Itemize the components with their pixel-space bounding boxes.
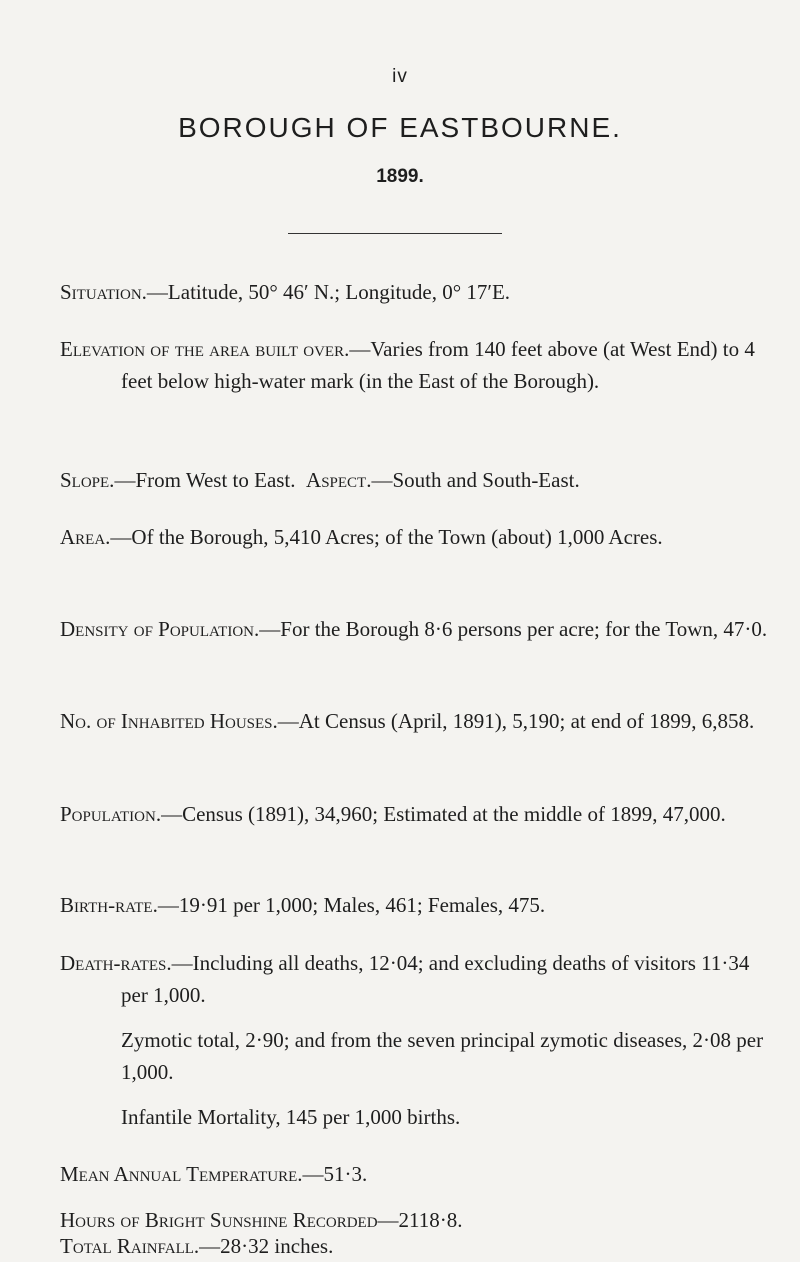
entry-label: No. of Inhabited Houses. [60,709,278,733]
entry-text-aspect: —South and South-East. [371,468,580,492]
page-number: iv [392,66,408,87]
entry-text: —Of the Borough, 5,410 Acres; of the Town (about) 1,000 Acres. [110,525,663,549]
entry-label: Slope. [60,468,115,492]
entry-rainfall [60,1230,776,1262]
entry-label: Elevation of the area built over. [60,337,350,361]
entry-text: —Varies from 140 feet above (at West End) to 4 feet below high-water mark (in the East of the Borough). [121,337,755,393]
entry-text: Zymotic total, 2·90; and from the seven principal zymotic diseases, 2·08 per 1,000. [121,1028,764,1084]
entry-text: —For the Borough 8·6 persons per acre; for the Town, 47·0. [259,617,768,641]
entry-label: Mean Annual Temperature. [60,1162,303,1186]
entry-slope-aspect [60,464,776,496]
entry-elevation [60,333,776,397]
entry-death-rates [60,947,776,1011]
entry-text: —Including all deaths, 12·04; and excluding deaths of visitors 11·34 per 1,000. [121,951,750,1007]
entry-situation [60,276,776,308]
entry-label: Area. [60,525,111,549]
entry-label-aspect: Aspect. [306,468,372,492]
entry-infantile-mortality [121,1101,776,1133]
entry-area [60,521,776,553]
entry-text: —Census (1891), 34,960; Estimated at the middle of 1899, 47,000. [161,802,726,826]
entry-population [60,798,776,830]
entry-text: —2118·8. [377,1208,463,1232]
entry-zymotic [121,1024,776,1088]
entry-label: Total Rainfall. [60,1234,200,1258]
entry-label: Death-rates. [60,951,172,975]
entry-text: —At Census (April, 1891), 5,190; at end of 1899, 6,858. [277,709,755,733]
title-divider [288,233,502,234]
entry-label: Population. [60,802,162,826]
entry-label: Situation. [60,280,147,304]
page-title: BOROUGH OF EASTBOURNE. [178,112,622,143]
entry-text: —51·3. [302,1162,368,1186]
entry-text: —28·32 inches. [199,1234,334,1258]
entry-density [60,613,776,645]
entry-text: —19·91 per 1,000; Males, 461; Females, 475. [157,893,546,917]
entry-mean-temperature [60,1158,776,1190]
entry-text: —From West to East. [114,468,296,492]
entry-text: —Latitude, 50° 46′ N.; Longitude, 0° 17′E. [146,280,511,304]
entry-houses [60,705,776,737]
report-year: 1899. [376,166,424,187]
entry-label: Birth-rate. [60,893,158,917]
entry-label: Hours of Bright Sunshine Recorded [60,1208,378,1232]
entry-birth-rate [60,889,776,921]
entry-text: Infantile Mortality, 145 per 1,000 births. [121,1105,461,1129]
entry-label: Density of Population. [60,617,260,641]
